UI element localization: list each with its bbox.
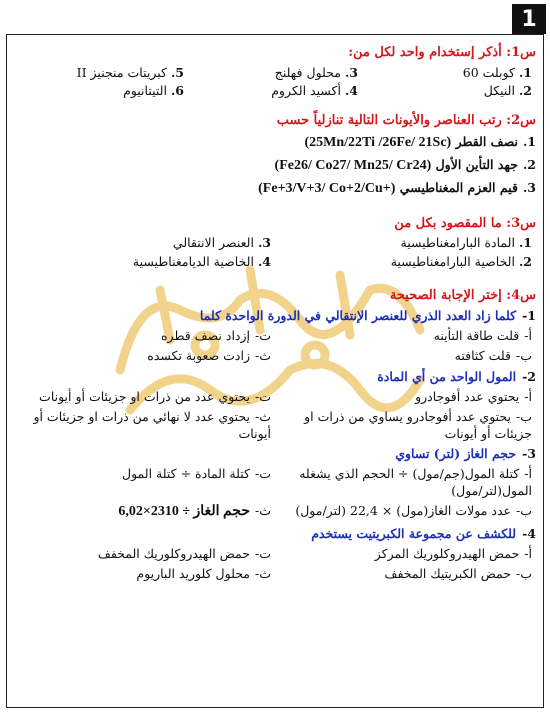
- q2-item: 1.نصف القطر (25Mn/22Ti /26Fe/ 21Sc): [304, 133, 536, 150]
- option[interactable]: أ-كتلة المول(جم/مول) ÷ الحجم الذي يشغله المول(لتر/مول): [299, 466, 532, 499]
- option[interactable]: ث-حجم الغاز ÷ 2310×6,02: [118, 503, 271, 520]
- option[interactable]: ت-يحتوي عدد من ذرات او جزيئات أو أيونات: [39, 388, 271, 404]
- option[interactable]: ث-زادت صعوبة تكسده: [147, 348, 271, 364]
- option[interactable]: ث-يحتوي عدد لا نهائي من ذرات او جزيئات أو أيونات: [33, 408, 271, 441]
- q3-item: 3.العنصر الانتقالي: [172, 235, 271, 251]
- q2-formula: (25Mn/22Ti /26Fe/ 21Sc): [304, 134, 452, 150]
- q4-sub1-title: 1-كلما زاد العدد الذري للعنصر الإنتقالي في الدورة الواحدة كلما: [199, 308, 536, 324]
- option[interactable]: أ-حمض الهيدروكلوريك المركز: [374, 545, 532, 561]
- q2-item: 2.جهد التأين الأول (Fe26/ Co27/ Mn25/ Cr24): [274, 156, 536, 173]
- q3-item: 1.المادة البارامغناطيسية: [400, 235, 532, 251]
- q3-row-2: [14, 254, 536, 271]
- q2-title: س2: رتب العناصر والأيونات التالية تنازلياً حسب: [276, 113, 536, 129]
- q1-item: 5.كبريتات منجنيز II: [76, 64, 184, 80]
- q4-sub3-title: 3-حجم الغاز (لتر) تساوي: [395, 446, 536, 462]
- option[interactable]: ت-إزداد نصف قطره: [161, 328, 271, 344]
- q4-sub1-options: [14, 328, 536, 345]
- q4-sub4-options: [14, 546, 536, 563]
- q3-item: 2.الخاصية البارامغناطيسية: [390, 253, 532, 269]
- q4-sub1-options: [14, 348, 536, 365]
- q1-item: 2.النيكل: [483, 83, 532, 99]
- option[interactable]: أ-قلت طاقة التأينه: [433, 328, 532, 344]
- q3-title: س3: ما المقصود بكل من: [394, 215, 536, 231]
- worksheet-content: [14, 40, 536, 586]
- option[interactable]: ب-حمض الكبريتيك المخفف: [384, 565, 532, 581]
- q4-sub2-options: [14, 389, 536, 406]
- q2-formula: (Fe+3/V+3/ Co+2/Cu+): [258, 180, 396, 196]
- option[interactable]: أ-يحتوي عدد أفوجادرو: [415, 388, 532, 404]
- q4-sub3-options: [14, 466, 536, 500]
- page-number-badge: 1: [512, 4, 546, 34]
- option[interactable]: ب-عدد مولات الغاز(مول) × 22,4 (لتر/مول): [295, 503, 532, 519]
- option[interactable]: ب-يحتوي عدد أفوجادرو يساوي من ذرات او جزيئات أو أيونات: [304, 408, 532, 441]
- q1-item: 1.كوبلت 60: [462, 64, 532, 80]
- q3-row-1: [14, 235, 536, 252]
- option[interactable]: ث-محلول كلوريد الباريوم: [136, 565, 271, 581]
- q1-item: 6.التيتانيوم: [123, 83, 184, 99]
- q4-sub2-options: [14, 409, 536, 443]
- q1-row-1: [14, 65, 536, 82]
- q2-formula: (Fe26/ Co27/ Mn25/ Cr24): [274, 157, 432, 173]
- q3-item: 4.الخاصية الديامغناطيسية: [132, 253, 271, 269]
- q2-item: 3.قيم العزم المغناطيسي (Fe+3/V+3/ Co+2/Cu+): [258, 179, 536, 196]
- option[interactable]: ب-قلت كثافته: [454, 348, 532, 364]
- q4-sub2-title: 2-المول الواحد من أي المادة: [377, 368, 536, 384]
- q1-item: 4.أكسيد الكروم: [271, 83, 358, 99]
- q1-title: س1: أذكر إستخدام واحد لكل من:: [348, 45, 536, 60]
- q1-item: 3.محلول فهلنج: [274, 64, 358, 80]
- q4-title: س4: إختر الإجابة الصحيحة: [389, 287, 536, 303]
- q1-row-2: [14, 83, 536, 100]
- option[interactable]: ت-كتلة المادة ÷ كتلة المول: [122, 466, 271, 482]
- q4-sub4-options: [14, 566, 536, 583]
- q4-sub3-options: [14, 503, 536, 522]
- q4-sub4-title: 4-للكشف عن مجموعة الكبريتيت يستخدم: [311, 526, 536, 541]
- option[interactable]: ت-حمض الهيدروكلوريك المخفف: [97, 545, 271, 561]
